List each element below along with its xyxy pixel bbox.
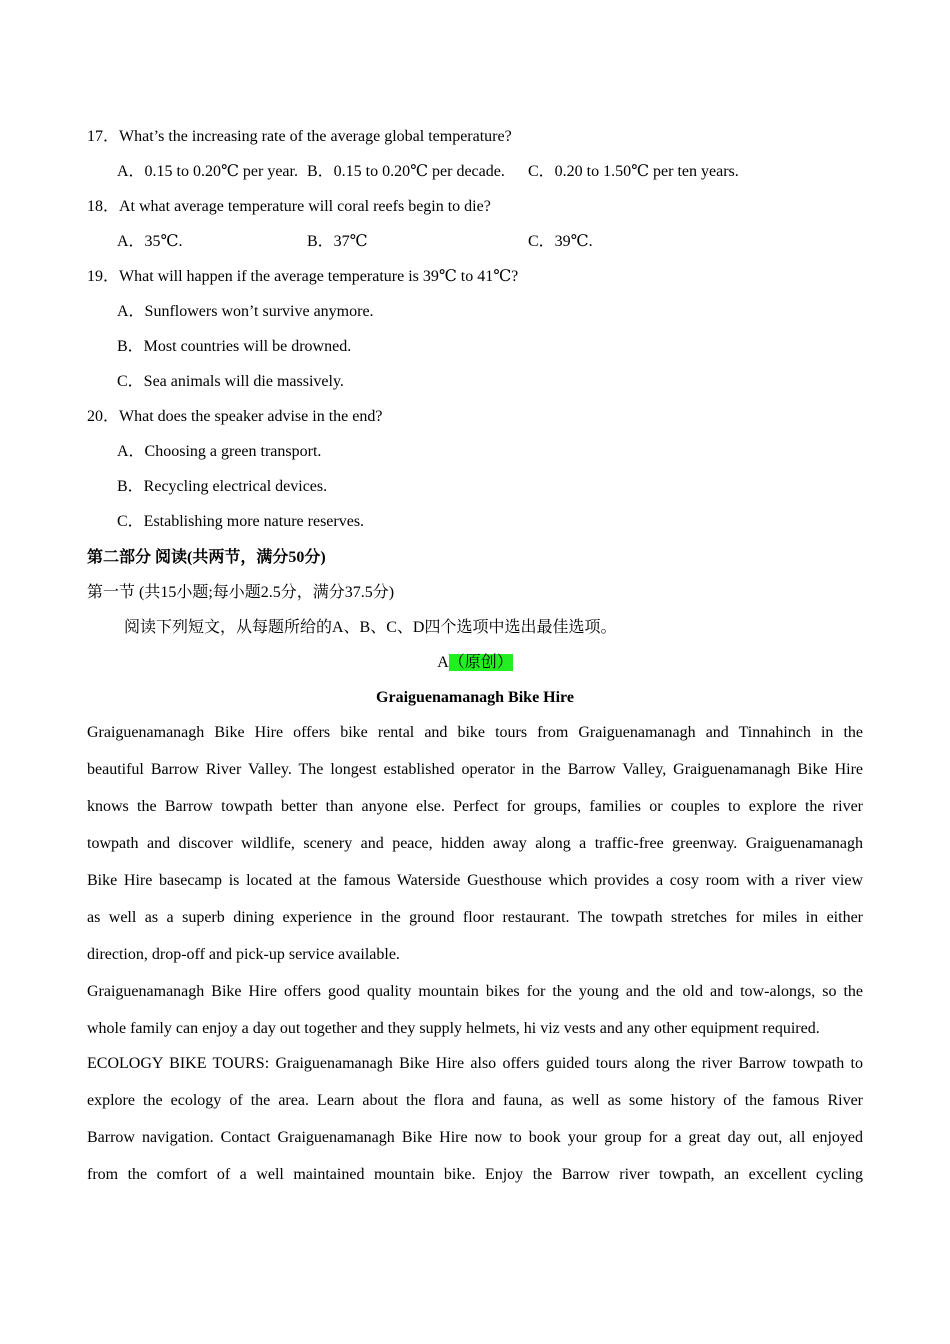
- instruction: 阅读下列短文，从每题所给的A、B、C、D四个选项中选出最佳选项。: [124, 619, 617, 636]
- passage-label: A: [437, 654, 449, 671]
- question-18-option-b: B．37℃: [307, 233, 368, 250]
- subsection-title: 第一节 (共15小题;每小题2.5分，满分37.5分): [87, 584, 395, 601]
- paragraph-line: Bike Hire basecamp is located at the famous Waterside Guesthouse which provides a cosy room with a river view: [87, 872, 863, 889]
- passage-label-row: [87, 653, 863, 673]
- question-19-option-a: A．Sunflowers won’t survive anymore.: [117, 303, 374, 320]
- paragraph-line: Graiguenamanagh Bike Hire offers bike rental and bike tours from Graiguenamanagh and Tinnahinch in the: [87, 724, 863, 741]
- original-tag: （原创）: [448, 654, 513, 671]
- question-17-option-b: B．0.15 to 0.20℃ per decade.: [307, 163, 505, 180]
- paragraph-line: towpath and discover wildlife, scenery and peace, hidden away along a traffic-free greenway. Graiguenamanagh: [87, 835, 863, 852]
- question-17-option-a: A．0.15 to 0.20℃ per year.: [117, 163, 298, 180]
- question-20-option-b: B．Recycling electrical devices.: [117, 478, 328, 495]
- paragraph-line: beautiful Barrow River Valley. The longest established operator in the Barrow Valley, Graiguenamanagh Bike Hire: [87, 761, 863, 778]
- question-17-option-c: C．0.20 to 1.50℃ per ten years.: [528, 163, 739, 180]
- paragraph-line: from the comfort of a well maintained mountain bike. Enjoy the Barrow river towpath, an excellent cycling: [87, 1166, 863, 1183]
- paragraph-line: Graiguenamanagh Bike Hire offers good quality mountain bikes for the young and the old and tow-alongs, so the: [87, 983, 863, 1000]
- paragraph-line: direction, drop-off and pick-up service available.: [87, 946, 400, 963]
- passage-paragraph-1: [87, 723, 863, 982]
- question-19-stem: 19．What will happen if the average temperature is 39℃ to 41℃?: [87, 268, 519, 285]
- paragraph-line: ECOLOGY BIKE TOURS: Graiguenamanagh Bike Hire also offers guided tours along the river Barrow towpath to: [87, 1055, 863, 1072]
- paragraph-line: whole family can enjoy a day out together and they supply helmets, hi viz vests and any other equipment required.: [87, 1020, 820, 1037]
- question-17-stem: 17．What’s the increasing rate of the average global temperature?: [87, 128, 512, 145]
- question-20-option-a: A．Choosing a green transport.: [117, 443, 322, 460]
- question-20-stem: 20．What does the speaker advise in the end?: [87, 408, 383, 425]
- paragraph-line: knows the Barrow towpath better than anyone else. Perfect for groups, families or couples to explore the river: [87, 798, 863, 815]
- paragraph-line: Barrow navigation. Contact Graiguenamanagh Bike Hire now to book your group for a great day out, all enjoyed: [87, 1129, 863, 1146]
- passage-paragraph-3: [87, 1054, 863, 1202]
- paragraph-line: as well as a superb dining experience in the ground floor restaurant. The towpath stretches for miles in either: [87, 909, 863, 926]
- question-18-option-a: A．35℃.: [117, 233, 183, 250]
- question-18-option-c: C．39℃.: [528, 233, 593, 250]
- paragraph-line: explore the ecology of the area. Learn about the flora and fauna, as well as some history of the famous River: [87, 1092, 863, 1109]
- question-20-option-c: C．Establishing more nature reserves.: [117, 513, 365, 530]
- passage-title: Graiguenamanagh Bike Hire: [376, 689, 574, 706]
- question-19-option-b: B．Most countries will be drowned.: [117, 338, 352, 355]
- part-title: 第二部分 阅读(共两节，满分50分): [87, 549, 326, 566]
- question-18-stem: 18．At what average temperature will coral reefs begin to die?: [87, 198, 491, 215]
- passage-paragraph-2: [87, 982, 863, 1056]
- question-19-option-c: C．Sea animals will die massively.: [117, 373, 344, 390]
